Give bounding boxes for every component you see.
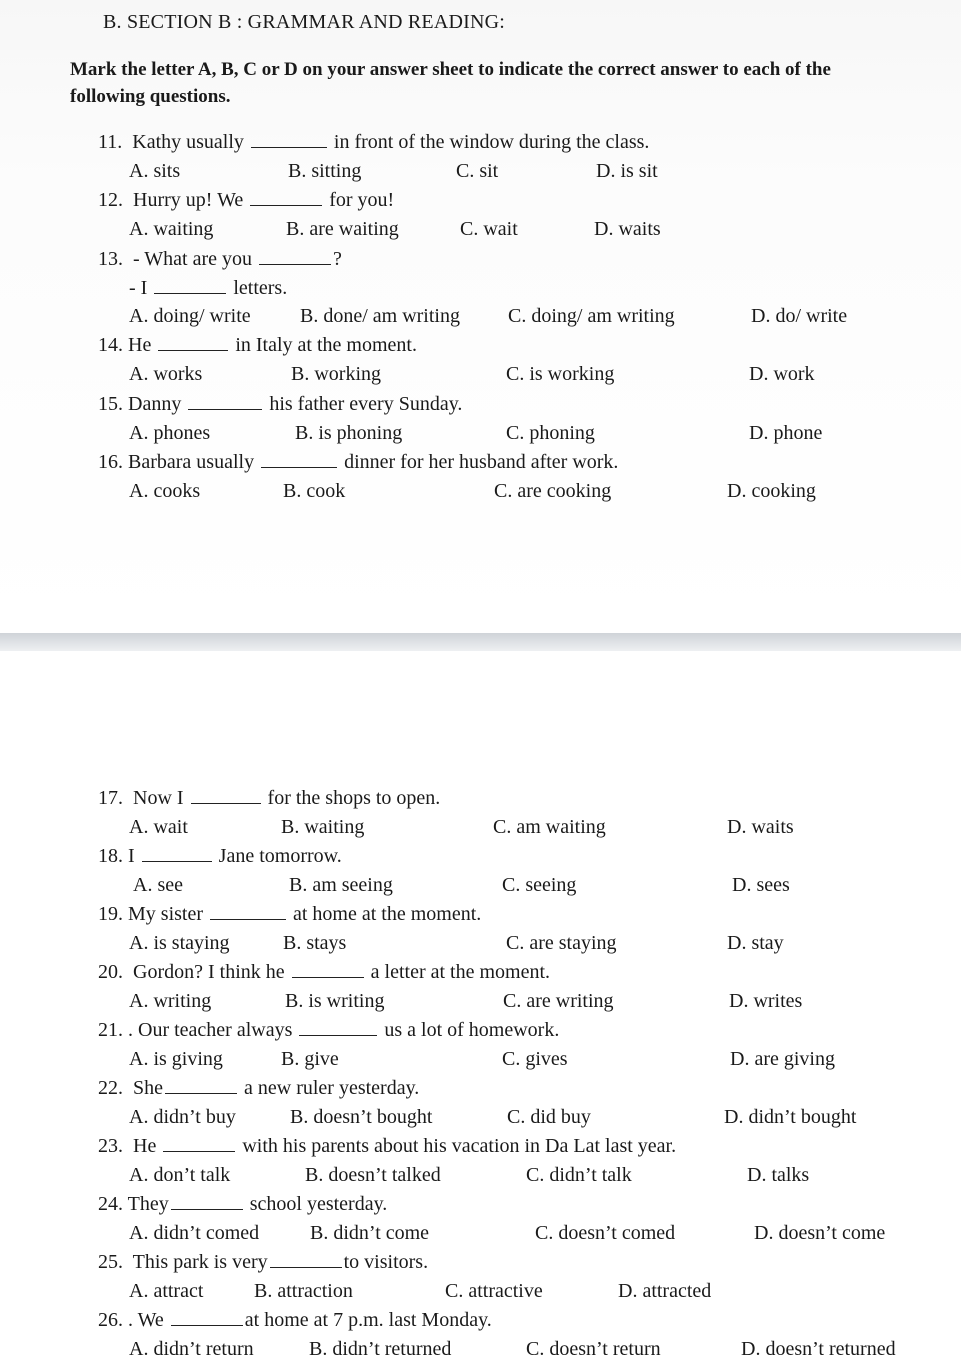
option-c: C. attractive xyxy=(445,1280,543,1302)
question-17-stem xyxy=(98,786,440,810)
option-b: B. doesn’t talked xyxy=(305,1164,441,1186)
option-a: A. phones xyxy=(129,422,211,444)
reply-after: letters. xyxy=(233,277,288,299)
question-number: 21. xyxy=(98,1019,123,1041)
option-a: A. writing xyxy=(129,990,212,1012)
option-c: C. phoning xyxy=(506,422,595,444)
option-c: C. doesn’t return xyxy=(526,1338,661,1360)
option-b: B. done/ am writing xyxy=(300,305,460,327)
question-16-stem xyxy=(98,450,618,474)
option-b: B. doesn’t bought xyxy=(290,1106,433,1128)
option-a: A. didn’t return xyxy=(129,1338,254,1360)
stem-before: This park is very xyxy=(132,1251,268,1273)
stem-after: dinner for her husband after work. xyxy=(344,451,619,473)
option-a: A. didn’t comed xyxy=(129,1222,260,1244)
option-d: D. do/ write xyxy=(751,305,848,327)
stem-before: I xyxy=(128,845,135,867)
answer-blank xyxy=(292,961,364,978)
stem-after: to visitors. xyxy=(343,1251,429,1273)
option-b: B. is phoning xyxy=(295,422,403,444)
stem-before: Kathy usually xyxy=(132,131,244,153)
stem-before: . Our teacher always xyxy=(128,1019,293,1041)
stem-after: us a lot of homework. xyxy=(384,1019,560,1041)
option-d: D. doesn’t come xyxy=(754,1222,886,1244)
option-a: A. is giving xyxy=(129,1048,223,1070)
stem-after: in front of the window during the class. xyxy=(333,131,650,153)
stem-after: a new ruler yesterday. xyxy=(244,1077,420,1099)
question-number: 15. xyxy=(98,393,123,415)
option-c: C. doing/ am writing xyxy=(508,305,675,327)
question-number: 26. xyxy=(98,1309,123,1331)
option-b: B. didn’t come xyxy=(310,1222,430,1244)
option-b: B. is writing xyxy=(285,990,385,1012)
answer-blank xyxy=(142,845,212,862)
option-c: C. doesn’t comed xyxy=(535,1222,676,1244)
option-b: B. stays xyxy=(283,932,347,954)
question-number: 16. xyxy=(98,451,123,473)
question-number: 12. xyxy=(98,189,123,211)
question-number: 24. xyxy=(98,1193,123,1215)
question-number: 22. xyxy=(98,1077,123,1099)
option-c: C. are staying xyxy=(506,932,617,954)
stem-after: for you! xyxy=(329,189,395,211)
question-11-stem xyxy=(98,130,649,154)
answer-blank xyxy=(171,1193,243,1210)
question-23-stem xyxy=(98,1134,676,1158)
option-b: B. attraction xyxy=(254,1280,353,1302)
stem-after: in Italy at the moment. xyxy=(235,334,417,356)
answer-blank xyxy=(188,393,262,410)
option-c: C. are writing xyxy=(503,990,614,1012)
option-b: B. give xyxy=(281,1048,339,1070)
option-d: D. writes xyxy=(729,990,803,1012)
option-a: A. sits xyxy=(129,160,181,182)
question-25-stem xyxy=(98,1250,428,1274)
option-c: C. didn’t talk xyxy=(526,1164,632,1186)
option-a: A. see xyxy=(133,874,183,896)
option-b: B. working xyxy=(291,363,381,385)
stem-before: Barbara usually xyxy=(128,451,255,473)
option-c: C. sit xyxy=(456,160,499,182)
option-a: A. doing/ write xyxy=(129,305,251,327)
answer-blank xyxy=(165,1077,237,1094)
option-d: D. cooking xyxy=(727,480,816,502)
answer-blank xyxy=(251,131,327,148)
answer-blank xyxy=(191,787,261,804)
option-c: C. gives xyxy=(502,1048,568,1070)
option-a: A. cooks xyxy=(129,480,201,502)
question-19-stem xyxy=(98,902,481,926)
stem-after: ? xyxy=(333,248,342,270)
option-d: D. waits xyxy=(727,816,794,838)
option-c: C. are cooking xyxy=(494,480,612,502)
answer-blank xyxy=(210,903,286,920)
instruction-line-1: Mark the letter A, B, C or D on your answer sheet to indicate the correct answer to each of the xyxy=(70,59,831,80)
option-a: A. works xyxy=(129,363,203,385)
option-d: D. attracted xyxy=(618,1280,712,1302)
question-number: 14. xyxy=(98,334,123,356)
reply-before: - I xyxy=(129,277,148,299)
stem-before: - What are you xyxy=(133,248,253,270)
page-divider xyxy=(0,633,961,651)
stem-before: Now I xyxy=(133,787,184,809)
option-d: D. stay xyxy=(727,932,784,954)
answer-blank xyxy=(299,1019,377,1036)
stem-after: at home at the moment. xyxy=(293,903,482,925)
option-c: C. did buy xyxy=(507,1106,591,1128)
question-14-stem xyxy=(98,333,417,357)
option-a: A. is staying xyxy=(129,932,230,954)
option-d: D. didn’t bought xyxy=(724,1106,857,1128)
option-a: A. attract xyxy=(129,1280,204,1302)
option-b: B. are waiting xyxy=(286,218,399,240)
option-a: A. don’t talk xyxy=(129,1164,231,1186)
stem-before: He xyxy=(133,1135,157,1157)
question-number: 19. xyxy=(98,903,123,925)
question-22-stem xyxy=(98,1076,419,1100)
question-number: 17. xyxy=(98,787,123,809)
question-21-stem xyxy=(98,1018,559,1042)
question-number: 13. xyxy=(98,248,123,270)
stem-after: at home at 7 p.m. last Monday. xyxy=(244,1309,492,1331)
option-d: D. phone xyxy=(749,422,823,444)
option-d: D. are giving xyxy=(730,1048,835,1070)
stem-before: Danny xyxy=(128,393,182,415)
option-d: D. is sit xyxy=(596,160,658,182)
option-b: B. cook xyxy=(283,480,346,502)
stem-after: Jane tomorrow. xyxy=(218,845,342,867)
option-a: A. wait xyxy=(129,816,188,838)
answer-blank xyxy=(163,1135,235,1152)
option-c: C. is working xyxy=(506,363,615,385)
answer-blank xyxy=(259,248,331,265)
question-12-stem xyxy=(98,188,394,212)
stem-after: his father every Sunday. xyxy=(269,393,463,415)
stem-after: school yesterday. xyxy=(249,1193,388,1215)
answer-blank xyxy=(270,1251,342,1268)
question-20-stem xyxy=(98,960,550,984)
option-c: C. seeing xyxy=(502,874,577,896)
question-number: 25. xyxy=(98,1251,123,1273)
option-c: C. am waiting xyxy=(493,816,606,838)
option-d: D. work xyxy=(749,363,815,385)
answer-blank xyxy=(158,334,228,351)
question-number: 23. xyxy=(98,1135,123,1157)
stem-before: Hurry up! We xyxy=(133,189,244,211)
stem-before: She xyxy=(133,1077,163,1099)
answer-blank xyxy=(171,1309,243,1326)
stem-before: Gordon? I think he xyxy=(133,961,285,983)
option-a: A. waiting xyxy=(129,218,214,240)
stem-before: He xyxy=(128,334,152,356)
option-b: B. am seeing xyxy=(289,874,393,896)
option-d: D. sees xyxy=(732,874,790,896)
stem-after: a letter at the moment. xyxy=(370,961,551,983)
answer-blank xyxy=(154,277,226,294)
option-a: A. didn’t buy xyxy=(129,1106,236,1128)
answer-blank xyxy=(250,189,322,206)
answer-blank xyxy=(261,451,337,468)
question-24-stem xyxy=(98,1192,387,1216)
stem-before: . We xyxy=(128,1309,164,1331)
option-d: D. talks xyxy=(747,1164,810,1186)
stem-after: with his parents about his vacation in Da Lat last year. xyxy=(242,1135,677,1157)
question-number: 18. xyxy=(98,845,123,867)
question-15-stem xyxy=(98,392,462,416)
option-d: D. doesn’t returned xyxy=(741,1338,896,1360)
stem-after: for the shops to open. xyxy=(267,787,441,809)
question-number: 11. xyxy=(98,131,123,153)
stem-before: My sister xyxy=(128,903,203,925)
question-number: 20. xyxy=(98,961,123,983)
section-title: B. SECTION B : GRAMMAR AND READING: xyxy=(103,11,506,33)
instruction-line-2: following questions. xyxy=(70,86,231,107)
question-18-stem xyxy=(98,844,342,868)
question-13-reply xyxy=(129,276,287,300)
question-13-stem xyxy=(98,247,342,271)
option-c: C. wait xyxy=(460,218,518,240)
option-d: D. waits xyxy=(594,218,661,240)
stem-before: They xyxy=(127,1193,169,1215)
option-b: B. didn’t returned xyxy=(309,1338,452,1360)
option-b: B. waiting xyxy=(281,816,365,838)
option-b: B. sitting xyxy=(288,160,362,182)
question-26-stem xyxy=(98,1308,492,1332)
